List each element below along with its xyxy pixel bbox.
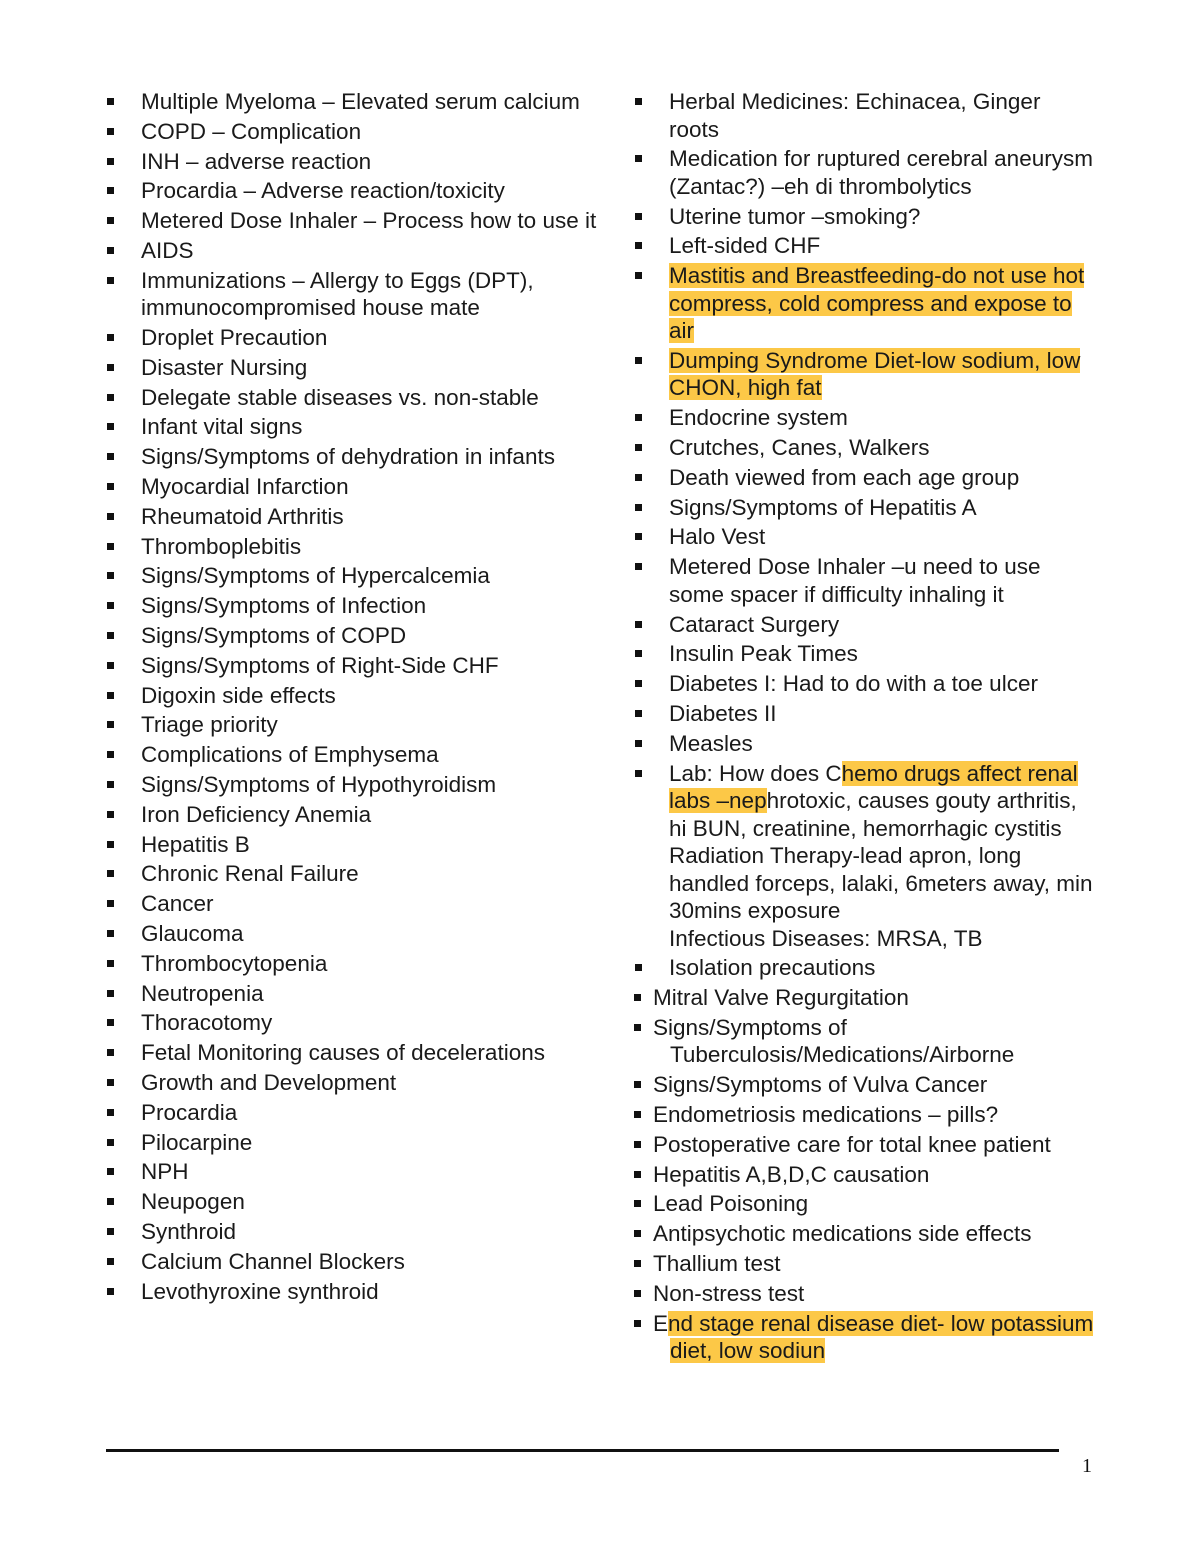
list-item bbox=[634, 523, 1094, 551]
square-bullet-icon bbox=[107, 1109, 114, 1116]
list-item bbox=[106, 1248, 606, 1276]
list-item-text: Synthroid bbox=[141, 1218, 237, 1244]
list-item-text: Thrombocytopenia bbox=[141, 950, 328, 976]
list-item bbox=[106, 533, 606, 561]
list-item bbox=[634, 640, 1094, 668]
square-bullet-icon bbox=[107, 483, 114, 490]
square-bullet-icon bbox=[107, 870, 114, 877]
list-item-text: Chronic Renal Failure bbox=[141, 861, 359, 887]
highlighted-text: Mastitis and Breastfeeding-do not use hot compress, cold compress and expose to air bbox=[669, 263, 1085, 344]
square-bullet-icon bbox=[107, 781, 114, 788]
list-item bbox=[106, 207, 606, 235]
list-item-text bbox=[634, 954, 1094, 982]
item-text: Lead Poisoning bbox=[653, 1191, 809, 1217]
list-item-text bbox=[634, 1161, 1094, 1189]
list-item bbox=[634, 984, 1094, 1012]
list-item bbox=[106, 118, 606, 146]
list-item-text: Calcium Channel Blockers bbox=[141, 1248, 405, 1274]
square-bullet-icon bbox=[635, 242, 642, 249]
list-item-text: Neutropenia bbox=[141, 980, 264, 1006]
list-item bbox=[106, 237, 606, 265]
square-bullet-icon bbox=[107, 751, 114, 758]
item-text: Non-stress test bbox=[653, 1280, 805, 1306]
square-bullet-icon bbox=[107, 128, 114, 135]
list-item bbox=[106, 1129, 606, 1157]
list-item bbox=[634, 404, 1094, 432]
list-item bbox=[106, 324, 606, 352]
item-text: Thallium test bbox=[653, 1251, 781, 1277]
list-item bbox=[634, 1071, 1094, 1099]
square-bullet-icon bbox=[635, 474, 642, 481]
list-item-text bbox=[634, 1280, 1094, 1308]
list-item-text bbox=[634, 404, 1094, 432]
list-item-text bbox=[634, 1101, 1094, 1129]
item-text: Signs/Symptoms of Hepatitis A bbox=[669, 494, 977, 520]
list-item bbox=[634, 760, 1094, 953]
item-text-lead: E bbox=[653, 1310, 669, 1336]
square-bullet-icon bbox=[107, 1079, 114, 1086]
footer-rule bbox=[106, 1449, 1059, 1452]
list-item-text: AIDS bbox=[141, 237, 194, 263]
list-item bbox=[634, 611, 1094, 639]
item-text: Isolation precautions bbox=[669, 955, 876, 981]
list-item bbox=[634, 1101, 1094, 1129]
list-item bbox=[106, 980, 606, 1008]
square-bullet-icon bbox=[635, 770, 642, 777]
list-item-text bbox=[634, 553, 1094, 608]
list-item bbox=[634, 434, 1094, 462]
square-bullet-icon bbox=[107, 158, 114, 165]
list-item-text: Iron Deficiency Anemia bbox=[141, 801, 372, 827]
list-item bbox=[106, 771, 606, 799]
item-text: Hepatitis A,B,D,C causation bbox=[653, 1161, 930, 1187]
square-bullet-icon bbox=[635, 444, 642, 451]
square-bullet-icon bbox=[634, 1200, 641, 1207]
square-bullet-icon bbox=[635, 680, 642, 687]
list-item-text bbox=[634, 670, 1094, 698]
list-item bbox=[634, 232, 1094, 260]
list-item bbox=[106, 682, 606, 710]
list-item bbox=[634, 88, 1094, 143]
list-item-text: Fetal Monitoring causes of decelerations bbox=[141, 1040, 545, 1066]
list-item-text: Digoxin side effects bbox=[141, 682, 336, 708]
list-item-text: Signs/Symptoms of Hypothyroidism bbox=[141, 772, 497, 798]
list-item bbox=[106, 1278, 606, 1306]
list-item-text: Signs/Symptoms of dehydration in infants bbox=[141, 444, 555, 470]
list-item bbox=[106, 950, 606, 978]
square-bullet-icon bbox=[634, 1260, 641, 1267]
list-item bbox=[634, 1280, 1094, 1308]
list-item-text: Levothyroxine synthroid bbox=[141, 1278, 379, 1304]
list-item bbox=[106, 741, 606, 769]
item-text: Uterine tumor –smoking? bbox=[669, 203, 921, 229]
item-text: Diabetes II bbox=[669, 700, 777, 726]
list-item bbox=[106, 88, 606, 116]
list-item-text: Hepatitis B bbox=[141, 831, 250, 857]
square-bullet-icon bbox=[107, 423, 114, 430]
list-item bbox=[106, 831, 606, 859]
item-text: Halo Vest bbox=[669, 524, 766, 550]
list-item-text bbox=[634, 203, 1094, 231]
square-bullet-icon bbox=[635, 98, 642, 105]
square-bullet-icon bbox=[107, 247, 114, 254]
list-item bbox=[634, 145, 1094, 200]
square-bullet-icon bbox=[107, 930, 114, 937]
square-bullet-icon bbox=[107, 394, 114, 401]
list-item-text bbox=[634, 1190, 1094, 1218]
square-bullet-icon bbox=[107, 960, 114, 967]
list-item bbox=[106, 1039, 606, 1067]
square-bullet-icon bbox=[635, 533, 642, 540]
square-bullet-icon bbox=[107, 1258, 114, 1265]
list-item-text: Cancer bbox=[141, 891, 214, 917]
list-item-text: NPH bbox=[141, 1159, 189, 1185]
list-item-text: Infant vital signs bbox=[141, 414, 303, 440]
list-item-text bbox=[634, 262, 1094, 345]
list-item bbox=[106, 860, 606, 888]
list-item-text bbox=[634, 611, 1094, 639]
item-text: Antipsychotic medications side effects bbox=[653, 1221, 1032, 1247]
list-item bbox=[106, 384, 606, 412]
list-item-text: INH – adverse reaction bbox=[141, 148, 372, 174]
list-item bbox=[634, 1161, 1094, 1189]
list-item-text bbox=[634, 1131, 1094, 1159]
list-item bbox=[106, 890, 606, 918]
square-bullet-icon bbox=[107, 1288, 114, 1295]
square-bullet-icon bbox=[635, 272, 642, 279]
list-item bbox=[634, 1131, 1094, 1159]
list-item bbox=[634, 494, 1094, 522]
item-text: Metered Dose Inhaler –u need to use some spacer if difficulty inhaling it bbox=[669, 554, 1041, 607]
square-bullet-icon bbox=[635, 650, 642, 657]
square-bullet-icon bbox=[635, 710, 642, 717]
square-bullet-icon bbox=[635, 414, 642, 421]
square-bullet-icon bbox=[635, 563, 642, 570]
square-bullet-icon bbox=[107, 900, 114, 907]
item-text: Signs/Symptoms of Tuberculosis/Medications/Airborne bbox=[653, 1014, 1015, 1068]
square-bullet-icon bbox=[635, 621, 642, 628]
list-item bbox=[106, 622, 606, 650]
square-bullet-icon bbox=[634, 1320, 641, 1327]
square-bullet-icon bbox=[635, 155, 642, 162]
square-bullet-icon bbox=[107, 1228, 114, 1235]
item-text: Cataract Surgery bbox=[669, 611, 840, 637]
item-text: Postoperative care for total knee patient bbox=[653, 1131, 1051, 1157]
page-number: 1 bbox=[1082, 1455, 1092, 1477]
list-item-text: Pilocarpine bbox=[141, 1129, 253, 1155]
square-bullet-icon bbox=[107, 1198, 114, 1205]
item-text: Diabetes I: Had to do with a toe ulcer bbox=[669, 671, 1038, 697]
list-item-text bbox=[634, 232, 1094, 260]
list-item bbox=[106, 473, 606, 501]
square-bullet-icon bbox=[634, 1081, 641, 1088]
square-bullet-icon bbox=[634, 1111, 641, 1118]
item-text: Measles bbox=[669, 730, 753, 756]
list-item-text: Complications of Emphysema bbox=[141, 742, 439, 768]
list-item-text bbox=[634, 464, 1094, 492]
list-item bbox=[106, 413, 606, 441]
item-text: Medication for ruptured cerebral aneurysm (Zantac?) –eh di thrombolytics bbox=[669, 146, 1093, 199]
item-text-lead: Lab: How does C bbox=[669, 760, 842, 786]
right-topic-list bbox=[634, 88, 1094, 1367]
list-item-text: Signs/Symptoms of Right-Side CHF bbox=[141, 652, 499, 678]
square-bullet-icon bbox=[634, 1290, 641, 1297]
square-bullet-icon bbox=[107, 364, 114, 371]
list-item bbox=[634, 1190, 1094, 1218]
list-item-text: Delegate stable diseases vs. non-stable bbox=[141, 384, 539, 410]
list-item bbox=[106, 148, 606, 176]
list-item bbox=[106, 1099, 606, 1127]
list-item-text: Myocardial Infarction bbox=[141, 474, 349, 500]
list-item bbox=[106, 354, 606, 382]
list-item bbox=[106, 562, 606, 590]
list-item-text: Signs/Symptoms of Infection bbox=[141, 593, 427, 619]
square-bullet-icon bbox=[107, 217, 114, 224]
list-item-text: Growth and Development bbox=[141, 1070, 397, 1095]
square-bullet-icon bbox=[107, 990, 114, 997]
list-item-text bbox=[634, 1071, 1094, 1099]
list-item-text: Rheumatoid Arthritis bbox=[141, 503, 344, 529]
list-item-text: Metered Dose Inhaler – Process how to use it bbox=[141, 208, 597, 234]
square-bullet-icon bbox=[634, 1024, 641, 1031]
square-bullet-icon bbox=[107, 662, 114, 669]
list-item bbox=[634, 1014, 1094, 1069]
highlighted-text: hemo drugs affect renal labs –nep bbox=[669, 760, 1078, 814]
square-bullet-icon bbox=[107, 513, 114, 520]
list-item-text: Procardia – Adverse reaction/toxicity bbox=[141, 178, 505, 204]
list-item bbox=[634, 464, 1094, 492]
list-item bbox=[634, 954, 1094, 982]
square-bullet-icon bbox=[107, 692, 114, 699]
list-item-text: Disaster Nursing bbox=[141, 354, 308, 380]
item-text: Mitral Valve Regurgitation bbox=[653, 985, 909, 1011]
square-bullet-icon bbox=[107, 811, 114, 818]
item-text: Signs/Symptoms of Vulva Cancer bbox=[653, 1072, 988, 1098]
square-bullet-icon bbox=[635, 964, 642, 971]
square-bullet-icon bbox=[107, 277, 114, 284]
list-item bbox=[106, 711, 606, 739]
list-item bbox=[634, 1310, 1094, 1365]
square-bullet-icon bbox=[107, 543, 114, 550]
list-item-text: Triage priority bbox=[141, 712, 278, 738]
highlighted-text: Dumping Syndrome Diet-low sodium, low CHON, high fat bbox=[669, 347, 1081, 401]
list-item bbox=[106, 1188, 606, 1216]
list-item-text bbox=[634, 494, 1094, 522]
item-text: Endocrine system bbox=[669, 405, 848, 431]
list-item-text: Neupogen bbox=[141, 1189, 245, 1215]
list-item-text: COPD – Complication bbox=[141, 118, 362, 144]
square-bullet-icon bbox=[635, 357, 642, 364]
list-item bbox=[106, 267, 606, 322]
list-item bbox=[106, 443, 606, 471]
square-bullet-icon bbox=[107, 1019, 114, 1026]
highlighted-text: nd stage renal disease diet- low potassium diet, low sodiun bbox=[668, 1310, 1094, 1364]
square-bullet-icon bbox=[107, 602, 114, 609]
list-item bbox=[634, 670, 1094, 698]
list-item-text: Glaucoma bbox=[141, 921, 244, 947]
list-item bbox=[106, 1218, 606, 1246]
square-bullet-icon bbox=[107, 453, 114, 460]
list-item-text: Thromboplebitis bbox=[141, 533, 302, 559]
list-item-text: Thoracotomy bbox=[141, 1010, 273, 1036]
list-item-text: Signs/Symptoms of Hypercalcemia bbox=[141, 563, 490, 589]
list-item-text bbox=[634, 523, 1094, 551]
square-bullet-icon bbox=[107, 572, 114, 579]
list-item bbox=[106, 801, 606, 829]
list-item-text bbox=[634, 700, 1094, 728]
item-text: Endometriosis medications – pills? bbox=[653, 1102, 999, 1128]
item-text-trail: hrotoxic, causes gouty arthritis, hi BUN, creatinine, hemorrhagic cystitis bbox=[669, 788, 1077, 841]
list-item bbox=[634, 553, 1094, 608]
list-item bbox=[106, 920, 606, 948]
list-item bbox=[106, 652, 606, 680]
item-text: Crutches, Canes, Walkers bbox=[669, 435, 930, 461]
square-bullet-icon bbox=[107, 1139, 114, 1146]
list-item-text bbox=[634, 760, 1094, 953]
square-bullet-icon bbox=[107, 98, 114, 105]
square-bullet-icon bbox=[635, 740, 642, 747]
left-topic-list bbox=[106, 88, 606, 1307]
list-item-text bbox=[634, 640, 1094, 668]
list-item-text bbox=[634, 730, 1094, 758]
item-text: Left-sided CHF bbox=[669, 233, 821, 259]
square-bullet-icon bbox=[634, 1141, 641, 1148]
list-item-text: Multiple Myeloma – Elevated serum calcium bbox=[141, 89, 580, 114]
square-bullet-icon bbox=[634, 994, 641, 1001]
square-bullet-icon bbox=[634, 1230, 641, 1237]
square-bullet-icon bbox=[107, 721, 114, 728]
list-item-text bbox=[634, 145, 1094, 200]
list-item bbox=[634, 1220, 1094, 1248]
list-item bbox=[634, 700, 1094, 728]
square-bullet-icon bbox=[635, 504, 642, 511]
item-text: Herbal Medicines: Echinacea, Ginger roots bbox=[669, 89, 1041, 142]
list-item bbox=[106, 1069, 606, 1097]
item-note-line: Infectious Diseases: MRSA, TB bbox=[669, 925, 983, 951]
square-bullet-icon bbox=[107, 1049, 114, 1056]
list-item-text bbox=[634, 1014, 1094, 1069]
list-item-text: Procardia bbox=[141, 1099, 238, 1125]
list-item bbox=[106, 1158, 606, 1186]
list-item bbox=[106, 177, 606, 205]
list-item-text bbox=[634, 1250, 1094, 1278]
list-item-text: Signs/Symptoms of COPD bbox=[141, 623, 407, 649]
list-item bbox=[634, 347, 1094, 402]
item-text: Insulin Peak Times bbox=[669, 641, 858, 667]
square-bullet-icon bbox=[635, 213, 642, 220]
list-item-text bbox=[634, 434, 1094, 462]
list-item-text bbox=[634, 984, 1094, 1012]
list-item-text bbox=[634, 88, 1094, 143]
list-item bbox=[634, 730, 1094, 758]
list-item-text bbox=[634, 1310, 1094, 1365]
square-bullet-icon bbox=[107, 632, 114, 639]
square-bullet-icon bbox=[107, 187, 114, 194]
list-item bbox=[106, 1009, 606, 1037]
square-bullet-icon bbox=[107, 841, 114, 848]
list-item-text: Immunizations – Allergy to Eggs (DPT), immunocompromised house mate bbox=[141, 267, 534, 321]
list-item bbox=[634, 1250, 1094, 1278]
list-item-text bbox=[634, 347, 1094, 402]
list-item bbox=[634, 203, 1094, 231]
list-item bbox=[106, 592, 606, 620]
list-item-text bbox=[634, 1220, 1094, 1248]
list-item-text: Droplet Precaution bbox=[141, 325, 328, 351]
square-bullet-icon bbox=[107, 1168, 114, 1175]
item-note-line: Radiation Therapy-lead apron, long handled forceps, lalaki, 6meters away, min 30mins exposure bbox=[669, 843, 1093, 924]
item-text: Death viewed from each age group bbox=[669, 464, 1020, 490]
list-item bbox=[106, 503, 606, 531]
square-bullet-icon bbox=[107, 334, 114, 341]
list-item bbox=[634, 262, 1094, 345]
square-bullet-icon bbox=[634, 1171, 641, 1178]
